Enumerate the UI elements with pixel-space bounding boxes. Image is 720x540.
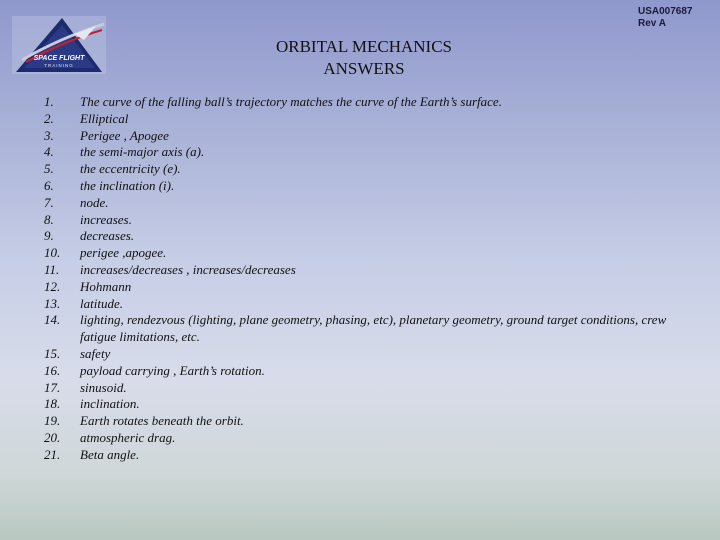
answer-text: perigee ,apogee. (80, 245, 167, 261)
answer-item (44, 161, 704, 178)
document-id (638, 6, 692, 30)
answer-text: atmospheric drag. (80, 429, 176, 445)
space-flight-training-logo-icon (12, 16, 106, 74)
answer-item (44, 413, 704, 430)
answer-text: decreases. (80, 228, 135, 244)
answer-text: safety (80, 345, 111, 361)
answer-number: 9. (44, 228, 54, 244)
answer-item (44, 363, 704, 380)
answer-text: Beta angle. (80, 446, 140, 462)
answer-item (44, 128, 704, 145)
answer-item (44, 346, 704, 363)
answer-text: Perigee , Apogee (80, 127, 169, 143)
answer-item (44, 212, 704, 229)
answer-text: Hohmann (80, 278, 132, 294)
answer-number: 12. (44, 278, 61, 294)
document-number: USA007687 (638, 6, 693, 17)
answer-item (44, 396, 704, 413)
answer-number: 6. (44, 177, 54, 193)
answer-number: 17. (44, 379, 61, 395)
answer-number: 15. (44, 345, 61, 361)
answer-item (44, 111, 704, 128)
answer-item (44, 178, 704, 195)
answer-item (44, 245, 704, 262)
answer-number: 2. (44, 110, 54, 126)
answer-number: 21. (44, 446, 61, 462)
logo-text-line1: SPACE FLIGHT (33, 55, 85, 62)
answer-item (44, 447, 704, 464)
answer-text: the semi-major axis (a). (80, 144, 205, 160)
answer-number: 7. (44, 194, 54, 210)
answer-item (44, 312, 704, 346)
answer-number: 8. (44, 211, 54, 227)
answer-number: 18. (44, 396, 61, 412)
answer-item (44, 296, 704, 313)
answer-item (44, 279, 704, 296)
answer-item (44, 94, 704, 111)
answer-text: lighting, rendezvous (lighting, plane geometry, phasing, etc), planetary geometry, ground target conditions, crew fatigue limitations, etc. (80, 312, 667, 345)
title-line-1: ORBITAL MECHANICS (275, 37, 453, 56)
answer-number: 19. (44, 413, 61, 429)
answer-number: 14. (44, 312, 61, 328)
answer-number: 5. (44, 161, 54, 177)
logo-text-line2: TRAINING (44, 63, 74, 68)
answer-text: Earth rotates beneath the orbit. (80, 413, 244, 429)
answer-item (44, 430, 704, 447)
answer-text: The curve of the falling ball’s trajectory matches the curve of the Earth’s surface. (80, 94, 502, 109)
answer-number: 1. (44, 94, 54, 109)
page-title (232, 36, 496, 80)
answer-text: sinusoid. (80, 379, 127, 395)
answer-text: the inclination (i). (80, 177, 175, 193)
answer-number: 10. (44, 245, 61, 261)
answer-text: increases. (80, 211, 132, 227)
answer-number: 4. (44, 144, 54, 160)
answer-number: 13. (44, 295, 61, 311)
answer-number: 20. (44, 429, 61, 445)
answer-text: the eccentricity (e). (80, 161, 181, 177)
answer-text: increases/decreases , increases/decreases (80, 261, 296, 277)
title-line-2: ANSWERS (323, 59, 405, 78)
answer-number: 16. (44, 362, 61, 378)
answer-item (44, 228, 704, 245)
space-flight-training-logo (12, 16, 106, 74)
answer-text: payload carrying , Earth’s rotation. (80, 362, 265, 378)
answer-item (44, 380, 704, 397)
document-revision: Rev A (638, 18, 666, 29)
answer-item (44, 262, 704, 279)
answer-item (44, 144, 704, 161)
answers-list (44, 94, 704, 464)
answer-text: inclination. (80, 396, 140, 412)
answer-text: node. (80, 194, 109, 210)
answer-text: latitude. (80, 295, 123, 311)
answer-item (44, 195, 704, 212)
answer-number: 3. (44, 127, 54, 143)
answer-number: 11. (44, 261, 60, 277)
answer-text: Elliptical (80, 110, 129, 126)
